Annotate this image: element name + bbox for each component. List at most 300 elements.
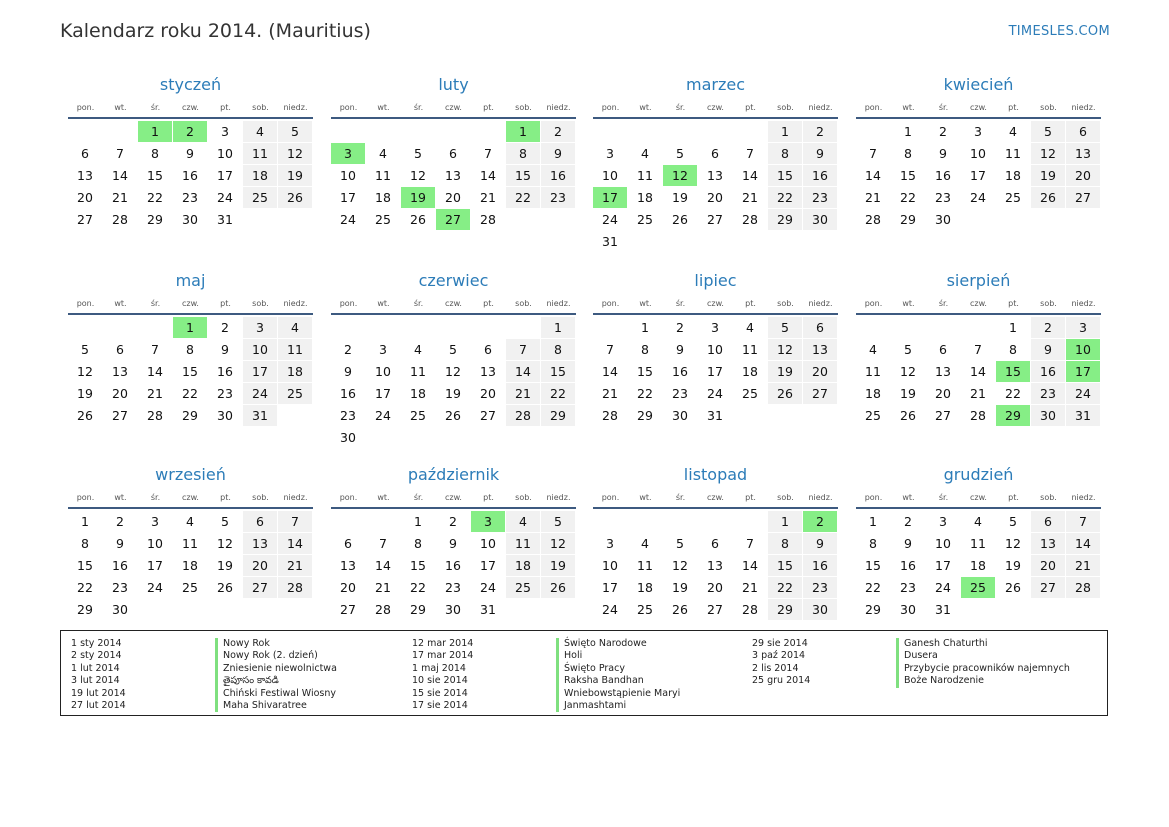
day-cell: 1 <box>1009 320 1017 335</box>
weekday-label: śr. <box>150 493 161 502</box>
weekday-label: czw. <box>445 103 462 112</box>
day-cell: 23 <box>217 386 233 401</box>
weekday-label: pt. <box>1008 493 1019 502</box>
day-cell: 10 <box>602 558 618 573</box>
day-cell: 1 <box>641 320 649 335</box>
weekday-label: pt. <box>745 493 756 502</box>
weekday-label: sob. <box>515 493 532 502</box>
weekday-header <box>593 493 838 509</box>
day-cell: 31 <box>243 405 277 426</box>
day-cell: 24 <box>147 580 163 595</box>
day-cell: 23 <box>672 386 688 401</box>
holiday-name: Nowy Rok (2. dzień) <box>215 650 318 662</box>
month-11 <box>593 464 838 617</box>
holiday-name: Święto Narodowe <box>556 638 647 650</box>
day-cell: 12 <box>445 364 461 379</box>
day-cell: 27 <box>803 383 837 404</box>
day-cell: 16 <box>182 168 198 183</box>
weekday-label: pon. <box>76 493 95 502</box>
weekday-label: pt. <box>483 493 494 502</box>
day-cell: 18 <box>506 555 540 576</box>
day-cell: 12 <box>541 533 575 554</box>
day-cell: 18 <box>742 364 758 379</box>
day-cell: 18 <box>278 361 312 382</box>
weekday-label: wt. <box>377 103 390 112</box>
day-cell: 18 <box>410 386 426 401</box>
day-cell: 31 <box>217 212 233 227</box>
holiday-day-cell: 3 <box>471 511 505 532</box>
weekday-label: wt. <box>639 103 652 112</box>
day-cell: 11 <box>1005 146 1021 161</box>
holiday-day-cell: 3 <box>331 143 365 164</box>
day-cell: 15 <box>637 364 653 379</box>
day-cell: 6 <box>803 317 837 338</box>
holiday-day-cell: 12 <box>663 165 697 186</box>
weekday-label: wt. <box>114 493 127 502</box>
weekday-label: niedz. <box>283 103 308 112</box>
day-cell: 21 <box>147 386 163 401</box>
day-cell: 14 <box>112 168 128 183</box>
day-cell: 3 <box>606 146 614 161</box>
holiday-day-cell: 1 <box>173 317 207 338</box>
holiday-day-cell: 15 <box>996 361 1030 382</box>
weekday-label: czw. <box>445 493 462 502</box>
day-cell: 25 <box>182 580 198 595</box>
legend-row <box>402 700 680 712</box>
day-cell: 26 <box>672 212 688 227</box>
weekday-label: wt. <box>902 299 915 308</box>
day-cell: 11 <box>410 364 426 379</box>
day-cell: 11 <box>375 168 391 183</box>
weekday-header <box>331 299 576 315</box>
day-cell: 27 <box>935 408 951 423</box>
weekday-label: czw. <box>970 103 987 112</box>
day-cell: 28 <box>970 408 986 423</box>
weekday-label: pt. <box>1008 103 1019 112</box>
day-cell: 1 <box>869 514 877 529</box>
day-cell: 28 <box>742 602 758 617</box>
day-cell: 15 <box>182 364 198 379</box>
day-cell: 20 <box>707 580 723 595</box>
day-cell: 17 <box>935 558 951 573</box>
day-cell: 15 <box>147 168 163 183</box>
day-cell: 13 <box>112 364 128 379</box>
day-cell: 10 <box>970 146 986 161</box>
day-cell: 7 <box>278 511 312 532</box>
day-cell: 26 <box>1005 580 1021 595</box>
day-cell: 6 <box>1031 511 1065 532</box>
day-cell: 21 <box>278 555 312 576</box>
day-cell: 26 <box>1031 187 1065 208</box>
holiday-name: Dusera <box>896 650 938 662</box>
day-cell: 8 <box>151 146 159 161</box>
day-cell: 13 <box>1031 533 1065 554</box>
day-cell: 18 <box>375 190 391 205</box>
holiday-date: 27 lut 2014 <box>71 699 126 711</box>
weekday-label: śr. <box>150 103 161 112</box>
day-cell: 21 <box>112 190 128 205</box>
day-cell: 15 <box>900 168 916 183</box>
day-cell: 20 <box>1066 165 1100 186</box>
day-cell: 18 <box>637 580 653 595</box>
day-cell: 26 <box>77 408 93 423</box>
day-cell: 6 <box>711 146 719 161</box>
weekday-label: sob. <box>252 493 269 502</box>
day-cell: 30 <box>935 212 951 227</box>
weekday-label: pt. <box>220 103 231 112</box>
day-cell: 1 <box>541 317 575 338</box>
weekday-label: niedz. <box>808 103 833 112</box>
month-name: styczeń <box>159 75 222 94</box>
day-cell: 19 <box>1005 558 1021 573</box>
legend-row <box>402 638 680 650</box>
day-cell: 28 <box>480 212 496 227</box>
day-cell: 6 <box>81 146 89 161</box>
day-cell: 25 <box>637 602 653 617</box>
day-cell: 4 <box>869 342 877 357</box>
day-cell: 9 <box>541 143 575 164</box>
day-cell: 26 <box>410 212 426 227</box>
day-cell: 21 <box>602 386 618 401</box>
day-cell: 3 <box>151 514 159 529</box>
holiday-day-cell: 19 <box>401 187 435 208</box>
day-cell: 8 <box>641 342 649 357</box>
weekday-label: sob. <box>252 103 269 112</box>
day-cell: 5 <box>221 514 229 529</box>
day-cell: 12 <box>768 339 802 360</box>
day-cell: 29 <box>182 408 198 423</box>
day-cell: 17 <box>147 558 163 573</box>
day-cell: 29 <box>865 602 881 617</box>
day-cell: 5 <box>1031 121 1065 142</box>
weekday-label: śr. <box>413 103 424 112</box>
weekday-label: śr. <box>413 299 424 308</box>
day-cell: 15 <box>506 165 540 186</box>
weekday-label: czw. <box>707 493 724 502</box>
day-cell: 3 <box>711 320 719 335</box>
day-cell: 12 <box>217 536 233 551</box>
day-cell: 8 <box>541 339 575 360</box>
page-title: Kalendarz roku 2014. (Mauritius) <box>60 20 371 42</box>
day-cell: 26 <box>768 383 802 404</box>
day-cell: 16 <box>803 555 837 576</box>
day-cell: 5 <box>676 146 684 161</box>
weekday-label: sob. <box>515 103 532 112</box>
legend-row <box>402 650 680 662</box>
weekday-label: śr. <box>675 103 686 112</box>
day-cell: 8 <box>768 143 802 164</box>
holiday-day-cell: 17 <box>1066 361 1100 382</box>
month-name: grudzień <box>943 465 1014 484</box>
day-cell: 9 <box>221 342 229 357</box>
day-cell: 7 <box>746 146 754 161</box>
day-cell: 15 <box>541 361 575 382</box>
day-cell: 13 <box>935 364 951 379</box>
day-cell: 29 <box>768 599 802 620</box>
day-cell: 8 <box>768 533 802 554</box>
day-cell: 5 <box>414 146 422 161</box>
weekday-label: pt. <box>745 103 756 112</box>
day-cell: 9 <box>939 146 947 161</box>
day-cell: 11 <box>970 536 986 551</box>
day-cell: 6 <box>484 342 492 357</box>
day-cell: 16 <box>803 165 837 186</box>
day-cell: 2 <box>1031 317 1065 338</box>
weekday-label: sob. <box>777 299 794 308</box>
weekday-label: wt. <box>902 493 915 502</box>
weekday-label: pon. <box>601 299 620 308</box>
day-cell: 14 <box>970 364 986 379</box>
day-cell: 3 <box>606 536 614 551</box>
day-cell: 17 <box>970 168 986 183</box>
month-4 <box>856 74 1101 227</box>
day-cell: 21 <box>742 190 758 205</box>
day-cell: 6 <box>344 536 352 551</box>
day-cell: 30 <box>445 602 461 617</box>
day-cell: 27 <box>1031 577 1065 598</box>
day-cell: 2 <box>803 121 837 142</box>
day-cell: 19 <box>672 580 688 595</box>
legend-row <box>61 688 337 700</box>
day-cell: 22 <box>1005 386 1021 401</box>
weekday-label: niedz. <box>546 493 571 502</box>
day-cell: 7 <box>974 342 982 357</box>
day-cell: 24 <box>1066 383 1100 404</box>
weekday-label: wt. <box>639 299 652 308</box>
day-cell: 7 <box>1066 511 1100 532</box>
day-cell: 18 <box>970 558 986 573</box>
day-cell: 1 <box>768 121 802 142</box>
day-cell: 22 <box>768 187 802 208</box>
legend-row <box>61 675 337 687</box>
legend-row <box>61 650 337 662</box>
day-cell: 29 <box>410 602 426 617</box>
day-cell: 6 <box>939 342 947 357</box>
weekday-label: niedz. <box>1071 103 1096 112</box>
day-cell: 15 <box>865 558 881 573</box>
day-cell: 7 <box>116 146 124 161</box>
day-cell: 4 <box>506 511 540 532</box>
month-name: maj <box>175 271 206 290</box>
weekday-label: czw. <box>970 493 987 502</box>
day-cell: 8 <box>81 536 89 551</box>
day-cell: 29 <box>900 212 916 227</box>
month-name: wrzesień <box>155 465 226 484</box>
month-12 <box>856 464 1101 617</box>
day-cell: 19 <box>1031 165 1065 186</box>
day-cell: 12 <box>278 143 312 164</box>
day-cell: 25 <box>375 212 391 227</box>
weekday-label: niedz. <box>283 493 308 502</box>
holiday-date: 3 lut 2014 <box>71 675 120 687</box>
weekday-label: śr. <box>938 103 949 112</box>
day-cell: 1 <box>414 514 422 529</box>
legend-row <box>742 675 1070 687</box>
day-cell: 29 <box>768 209 802 230</box>
weekday-label: czw. <box>182 103 199 112</box>
day-cell: 27 <box>480 408 496 423</box>
day-cell: 2 <box>344 342 352 357</box>
day-cell: 17 <box>375 386 391 401</box>
holiday-date: 19 lut 2014 <box>71 687 126 699</box>
weekday-label: pt. <box>220 299 231 308</box>
day-cell: 25 <box>742 386 758 401</box>
weekday-label: czw. <box>970 299 987 308</box>
day-cell: 24 <box>602 212 618 227</box>
day-cell: 6 <box>711 536 719 551</box>
day-cell: 25 <box>278 383 312 404</box>
day-cell: 25 <box>243 187 277 208</box>
day-cell: 8 <box>414 536 422 551</box>
month-name: czerwiec <box>418 271 489 290</box>
month-name: listopad <box>683 465 748 484</box>
day-cell: 18 <box>1005 168 1021 183</box>
weekday-header <box>856 103 1101 119</box>
day-cell: 31 <box>1066 405 1100 426</box>
day-cell: 27 <box>340 602 356 617</box>
day-cell: 13 <box>707 168 723 183</box>
day-cell: 24 <box>970 190 986 205</box>
holiday-name: Holi <box>556 650 582 662</box>
day-cell: 26 <box>900 408 916 423</box>
month-3 <box>593 74 838 249</box>
day-cell: 21 <box>480 190 496 205</box>
day-cell: 10 <box>602 168 618 183</box>
month-5 <box>68 270 313 423</box>
day-cell: 1 <box>904 124 912 139</box>
holiday-name: Maha Shivaratree <box>215 700 307 712</box>
day-cell: 10 <box>480 536 496 551</box>
weekday-label: śr. <box>938 493 949 502</box>
month-7 <box>593 270 838 423</box>
day-cell: 24 <box>707 386 723 401</box>
day-cell: 11 <box>278 339 312 360</box>
holiday-date: 1 maj 2014 <box>412 662 466 674</box>
day-cell: 16 <box>1031 361 1065 382</box>
day-cell: 5 <box>541 511 575 532</box>
day-cell: 24 <box>340 212 356 227</box>
holiday-date: 15 sie 2014 <box>412 687 468 699</box>
day-cell: 16 <box>541 165 575 186</box>
day-cell: 24 <box>243 383 277 404</box>
holiday-day-cell: 1 <box>138 121 172 142</box>
day-cell: 22 <box>900 190 916 205</box>
day-cell: 13 <box>480 364 496 379</box>
day-cell: 4 <box>746 320 754 335</box>
day-cell: 24 <box>602 602 618 617</box>
day-cell: 14 <box>865 168 881 183</box>
day-cell: 5 <box>676 536 684 551</box>
month-2 <box>331 74 576 227</box>
holiday-name: Raksha Bandhan <box>556 675 644 687</box>
day-cell: 4 <box>414 342 422 357</box>
day-cell: 16 <box>217 364 233 379</box>
holiday-day-cell: 10 <box>1066 339 1100 360</box>
weekday-label: sob. <box>515 299 532 308</box>
weekday-label: pon. <box>601 103 620 112</box>
day-cell: 17 <box>243 361 277 382</box>
holiday-name: Ganesh Chaturthi <box>896 638 988 650</box>
day-cell: 14 <box>742 168 758 183</box>
day-cell: 3 <box>221 124 229 139</box>
day-cell: 15 <box>768 555 802 576</box>
day-cell: 14 <box>506 361 540 382</box>
weekday-header <box>68 103 313 119</box>
day-cell: 23 <box>1031 383 1065 404</box>
day-cell: 26 <box>217 580 233 595</box>
day-cell: 16 <box>112 558 128 573</box>
holiday-date: 2 lis 2014 <box>752 662 799 674</box>
day-cell: 14 <box>480 168 496 183</box>
day-cell: 28 <box>278 577 312 598</box>
day-cell: 22 <box>506 187 540 208</box>
month-name: kwiecień <box>943 75 1014 94</box>
weekday-label: śr. <box>675 493 686 502</box>
day-cell: 9 <box>116 536 124 551</box>
day-cell: 9 <box>344 364 352 379</box>
day-cell: 22 <box>410 580 426 595</box>
day-cell: 31 <box>480 602 496 617</box>
holiday-name: Święto Pracy <box>556 663 625 675</box>
day-cell: 20 <box>707 190 723 205</box>
day-cell: 19 <box>217 558 233 573</box>
day-cell: 4 <box>186 514 194 529</box>
legend-row <box>61 638 337 650</box>
day-cell: 7 <box>484 146 492 161</box>
day-cell: 2 <box>939 124 947 139</box>
weekday-label: czw. <box>707 299 724 308</box>
day-cell: 27 <box>112 408 128 423</box>
month-8 <box>856 270 1101 423</box>
month-name: lipiec <box>694 271 737 290</box>
day-cell: 7 <box>506 339 540 360</box>
day-cell: 21 <box>375 580 391 595</box>
weekday-label: pon. <box>601 493 620 502</box>
day-cell: 3 <box>974 124 982 139</box>
day-cell: 29 <box>77 602 93 617</box>
day-cell: 17 <box>602 580 618 595</box>
day-cell: 28 <box>506 405 540 426</box>
day-cell: 14 <box>375 558 391 573</box>
day-cell: 10 <box>217 146 233 161</box>
legend-row <box>742 650 1070 662</box>
day-cell: 7 <box>869 146 877 161</box>
day-cell: 23 <box>935 190 951 205</box>
day-cell: 8 <box>869 536 877 551</box>
day-cell: 28 <box>602 408 618 423</box>
holiday-name: Janmashtami <box>556 700 626 712</box>
weekday-label: niedz. <box>808 493 833 502</box>
weekday-label: śr. <box>675 299 686 308</box>
weekday-header <box>331 103 576 119</box>
day-cell: 13 <box>803 339 837 360</box>
day-cell: 26 <box>278 187 312 208</box>
day-cell: 29 <box>541 405 575 426</box>
day-cell: 27 <box>243 577 277 598</box>
holiday-name: Boże Narodzenie <box>896 675 984 687</box>
day-cell: 14 <box>1066 533 1100 554</box>
day-cell: 30 <box>803 209 837 230</box>
day-cell: 1 <box>81 514 89 529</box>
month-name: sierpień <box>946 271 1011 290</box>
brand-link[interactable]: TIMESLES.COM <box>1008 24 1110 39</box>
weekday-header <box>68 493 313 509</box>
weekday-label: wt. <box>114 103 127 112</box>
day-cell: 2 <box>449 514 457 529</box>
holiday-date: 12 mar 2014 <box>412 638 474 649</box>
weekday-label: pon. <box>864 493 883 502</box>
day-cell: 3 <box>243 317 277 338</box>
